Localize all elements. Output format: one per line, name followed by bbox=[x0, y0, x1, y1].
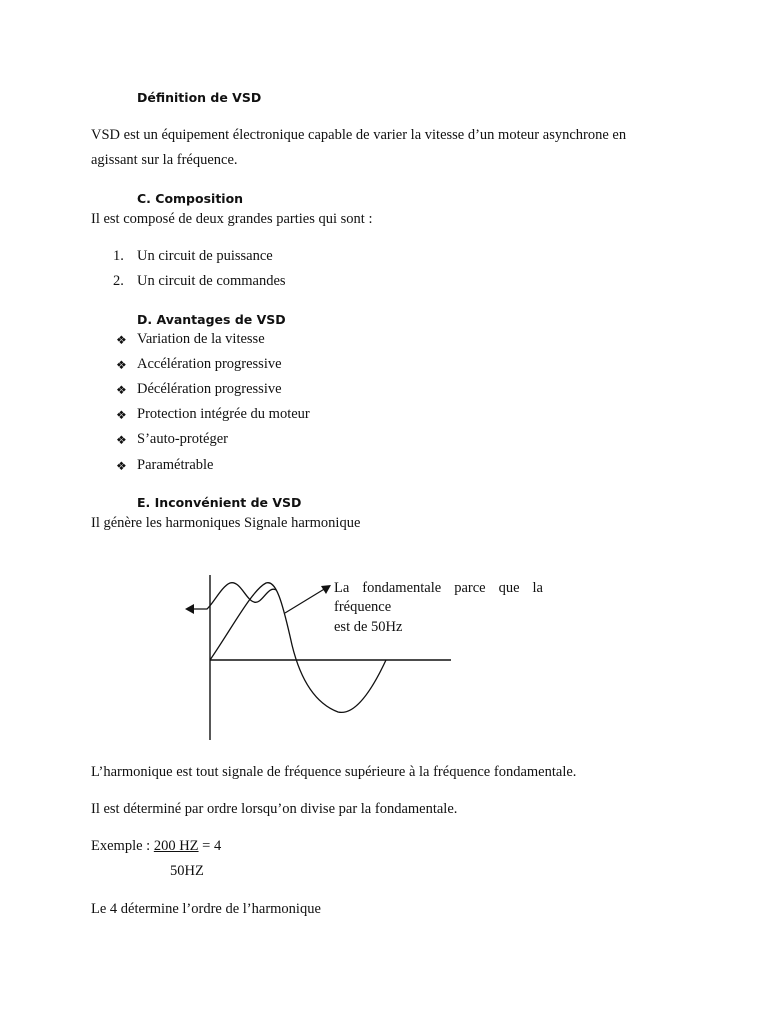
arrow-left-icon bbox=[185, 604, 194, 614]
harmonique-line1: L’harmonique est tout signale de fréquence supérieure à la fréquence fondamentale. bbox=[91, 764, 577, 780]
composition-intro: Il est composé de deux grandes parties qui sont : bbox=[91, 211, 373, 227]
list-item: S’auto-protéger bbox=[137, 431, 228, 447]
annotation-word: fondamentale bbox=[362, 580, 442, 596]
diamond-bullet-icon: ❖ bbox=[116, 333, 127, 347]
definition-heading: Définition de VSD bbox=[137, 90, 262, 105]
harmonique-line2: Il est déterminé par ordre lorsqu’on divise par la fondamentale. bbox=[91, 801, 458, 817]
inconvenient-heading: E. Inconvénient de VSD bbox=[137, 495, 302, 510]
annotation-line1 bbox=[334, 580, 543, 597]
list-item: Protection intégrée du moteur bbox=[137, 406, 310, 422]
definition-text-line2: agissant sur la fréquence. bbox=[91, 152, 238, 168]
annotation-line2: fréquence bbox=[334, 599, 392, 615]
diamond-bullet-icon: ❖ bbox=[116, 358, 127, 372]
list-item: Un circuit de commandes bbox=[137, 273, 286, 289]
example-line bbox=[91, 838, 221, 855]
annotation-line3: est de 50Hz bbox=[334, 619, 403, 635]
harmonique-conclusion: Le 4 détermine l’ordre de l’harmonique bbox=[91, 901, 321, 917]
list-item: Paramétrable bbox=[137, 457, 214, 473]
list-item: Variation de la vitesse bbox=[137, 331, 265, 347]
composition-heading: C. Composition bbox=[137, 191, 244, 206]
avantages-heading: D. Avantages de VSD bbox=[137, 312, 286, 327]
annotation-arrow-line bbox=[285, 588, 326, 613]
annotation-word: La bbox=[334, 580, 350, 596]
diamond-bullet-icon: ❖ bbox=[116, 383, 127, 397]
list-item: Accélération progressive bbox=[137, 356, 282, 372]
example-result: = 4 bbox=[198, 838, 222, 854]
list-item: Décélération progressive bbox=[137, 381, 282, 397]
list-item: Un circuit de puissance bbox=[137, 248, 273, 264]
diamond-bullet-icon: ❖ bbox=[116, 433, 127, 447]
annotation-word: parce bbox=[454, 580, 486, 596]
inconvenient-text: Il génère les harmoniques Signale harmonique bbox=[91, 515, 361, 531]
annotation-word: la bbox=[532, 580, 543, 596]
diamond-bullet-icon: ❖ bbox=[116, 459, 127, 473]
diamond-bullet-icon: ❖ bbox=[116, 408, 127, 422]
annotation-word: que bbox=[498, 580, 520, 596]
list-item-marker: 2. bbox=[113, 273, 124, 289]
example-prefix: Exemple : bbox=[91, 838, 154, 854]
example-numerator: 200 HZ bbox=[153, 838, 199, 854]
example-denominator: 50HZ bbox=[170, 863, 204, 879]
list-item-marker: 1. bbox=[113, 248, 124, 264]
harmonic-wave bbox=[193, 583, 276, 609]
definition-text-line1: VSD est un équipement électronique capable de varier la vitesse d’un moteur asynchrone en bbox=[91, 127, 627, 143]
